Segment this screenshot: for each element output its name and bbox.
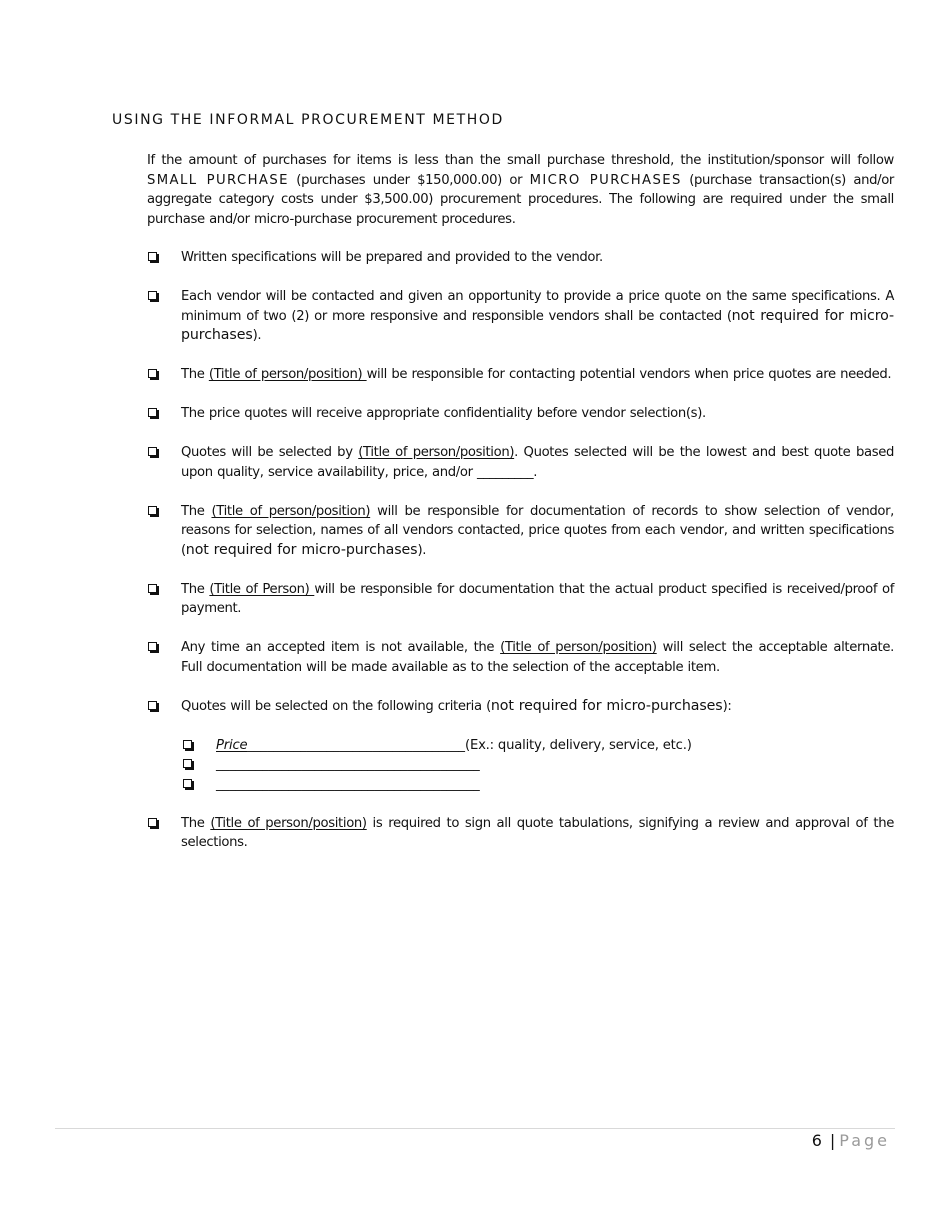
item-text: will select the acceptable alternate. Full documentation will be made available as to the selection of the acceptable item. (181, 640, 894, 675)
intro-paragraph (147, 151, 894, 229)
item-text: will be responsible for documentation that the actual product specified is received/proof of payment. (181, 581, 894, 616)
item-text: Quotes will be selected by (181, 445, 359, 460)
checkbox-icon (148, 369, 157, 378)
small-purchase-term: SMALL PURCHASE (147, 172, 289, 188)
title-placeholder: (Title of person/position) (358, 445, 515, 460)
criteria-list (183, 736, 894, 795)
item-text: The (181, 503, 212, 519)
item-text: Quotes will be selected on the following criteria ( (181, 698, 491, 714)
checkbox-icon (148, 701, 157, 710)
item-text: Each vendor will be contacted and given an opportunity to provide a price quote on the same specifications. A minimum of two (2) or more responsive and responsible vendors shall be contacted ( (181, 289, 894, 324)
item-text: ). (417, 542, 427, 558)
checkbox-icon (148, 506, 157, 515)
item-text: . Quotes selected will be the lowest and best quote based upon quality, service availability, price, and/or _________. (181, 445, 895, 480)
criteria-item (183, 775, 894, 795)
item-text: The price quotes will receive appropriate confidentiality before vendor selection(s). (181, 406, 706, 421)
list-item (148, 638, 894, 677)
item-text: ): (722, 698, 732, 714)
footer-separator: | (829, 1131, 836, 1150)
checkbox-icon (148, 252, 157, 261)
item-text: The (181, 367, 209, 382)
item-text: ). (252, 328, 262, 343)
list-item (148, 248, 894, 268)
checkbox-icon (148, 642, 157, 651)
list-item (148, 443, 894, 482)
item-note: not required for micro-purchases (490, 697, 723, 714)
list-item (148, 404, 894, 424)
item-text: will be responsible for documentation of records to show selection of vendor, reasons for selection, names of all vendors contacted, price quotes from each vendor, and written specifications ( (181, 503, 894, 558)
item-text: The (181, 581, 210, 597)
page-label: Page (839, 1131, 890, 1150)
criteria-blank: _________________________________ (247, 737, 465, 753)
title-placeholder: (Title of Person) (209, 581, 315, 597)
title-placeholder: (Title of person/position) (208, 367, 367, 382)
checkbox-icon (148, 291, 157, 300)
list-item (148, 580, 894, 619)
item-text: Written specifications will be prepared and provided to the vendor. (181, 250, 603, 265)
criteria-example: (Ex.: quality, delivery, service, etc.) (465, 737, 692, 753)
checkbox-icon (148, 447, 157, 456)
item-text: Any time an accepted item is not available, the (181, 640, 501, 655)
intro-text-1: If the amount of purchases for items is less than the small purchase threshold, the institution/sponsor will follow (147, 153, 894, 168)
list-item (148, 814, 894, 853)
checkbox-icon (183, 740, 192, 749)
checkbox-icon (148, 408, 157, 417)
item-text: The (181, 815, 211, 831)
intro-text-2: (purchases under $150,000.00) or (288, 172, 530, 188)
criteria-price-label: Price (216, 737, 248, 753)
criteria-container (148, 736, 894, 795)
item-note: not required for micro-purchases (185, 541, 418, 558)
page-footer (812, 1131, 890, 1150)
criteria-item (183, 736, 894, 756)
checkbox-icon (148, 818, 157, 827)
list-item (148, 502, 894, 561)
checkbox-icon (183, 759, 192, 768)
requirements-list (148, 248, 894, 872)
criteria-item (183, 755, 894, 775)
list-item (148, 365, 894, 385)
criteria-blank: ________________________________________ (216, 757, 480, 772)
page-number: 6 (811, 1131, 822, 1150)
checkbox-icon (148, 584, 157, 593)
item-note: not required for micro-purchases (181, 307, 894, 343)
title-placeholder: (Title of person/position) (211, 503, 371, 519)
section-heading: USING THE INFORMAL PROCUREMENT METHOD (112, 112, 504, 128)
title-placeholder: (Title of person/position) (210, 815, 367, 831)
intro-text-3: (purchase transaction(s) and/or aggregate category costs under $3,500.00) procurement procedures. The following are required under the small purchase and/or micro-purchase procurement procedures. (147, 172, 895, 227)
micro-purchases-term: MICRO PURCHASES (529, 172, 682, 188)
list-item (148, 697, 894, 717)
list-item (148, 287, 894, 346)
criteria-blank: ________________________________________ (216, 776, 480, 792)
item-text: will be responsible for contacting potential vendors when price quotes are needed. (366, 367, 892, 382)
footer-divider (55, 1128, 895, 1129)
checkbox-icon (183, 779, 192, 788)
title-placeholder: (Title of person/position) (500, 640, 657, 655)
item-text: is required to sign all quote tabulations, signifying a review and approval of the selections. (181, 815, 894, 850)
